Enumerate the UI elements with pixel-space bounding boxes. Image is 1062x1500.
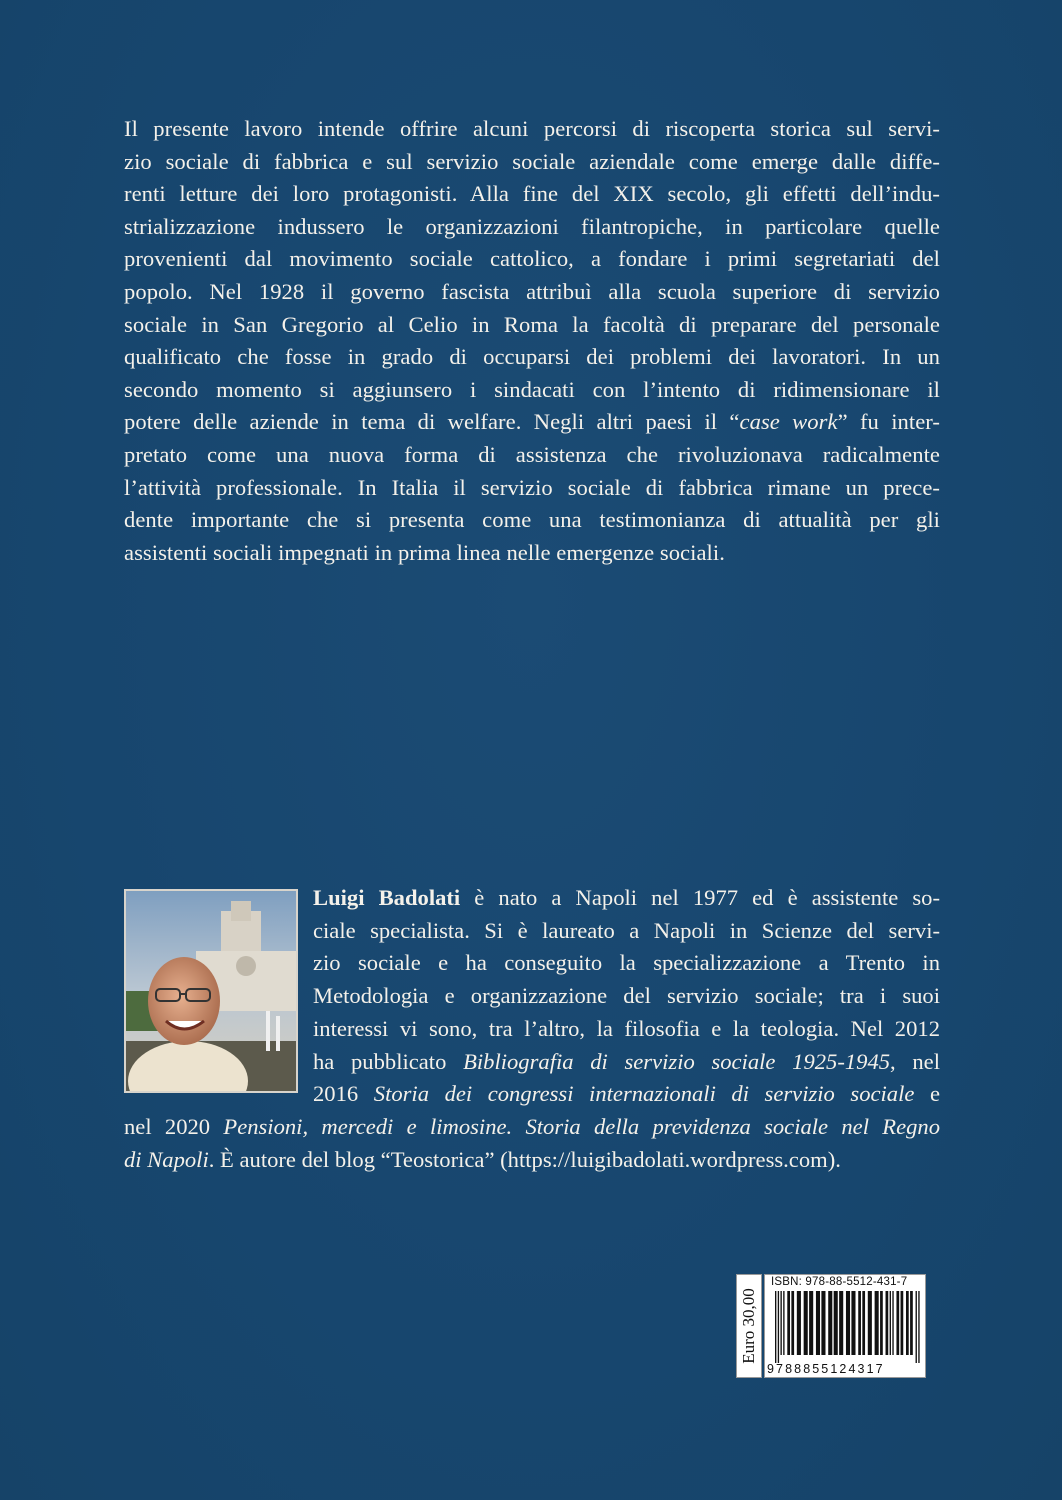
barcode-bar	[828, 1291, 832, 1355]
barcode-bar	[906, 1291, 909, 1355]
barcode-bar	[821, 1291, 825, 1355]
bio-line	[124, 1078, 940, 1111]
book-title: Bibliografia di servizio sociale 1925-1945	[463, 1048, 891, 1074]
bio-line-part: , nel	[890, 1048, 940, 1074]
barcode-guard-bar	[916, 1291, 917, 1363]
bio-line: ciale specialista. Si è laureato a Napoli in Scienze del servi-	[313, 917, 940, 943]
blurb-line: popolo. Nel 1928 il governo fascista attribuì alla scuola superiore di servizio	[124, 278, 940, 304]
bio-line-part: 2016	[313, 1081, 374, 1107]
barcode-bar	[896, 1291, 899, 1355]
price-label	[736, 1274, 762, 1378]
barcode-guard-bar	[778, 1291, 779, 1363]
author-name: Luigi Badolati	[313, 885, 461, 910]
barcode-bar	[783, 1291, 784, 1355]
blurb-line: qualificato che fosse in grado di occuparsi dei problemi dei lavoratori. In un	[124, 344, 940, 370]
barcode-guard-bar	[918, 1291, 919, 1363]
barcode-bars	[775, 1291, 921, 1363]
blurb-line: secondo momento si aggiunsero i sindacati con l’intento di ridimensionare il	[124, 376, 940, 402]
barcode-bar	[791, 1291, 794, 1355]
barcode-bar	[809, 1291, 813, 1355]
barcode-bar	[787, 1291, 790, 1355]
barcode-bar	[892, 1291, 893, 1355]
barcode-bar	[846, 1291, 850, 1355]
bio-line-part: ha pubblicato	[313, 1048, 464, 1074]
barcode-bar	[851, 1291, 855, 1355]
bio-line-part: . È autore del blog “Teostorica” (https://luigibadolati.wordpress.com).	[208, 1146, 841, 1172]
barcode-bar	[868, 1291, 872, 1355]
blurb-italic-term: case work	[739, 409, 838, 435]
barcode-bar	[886, 1291, 889, 1355]
blurb-line: Il presente lavoro intende offrire alcuni percorsi di riscoperta storica sul servi-	[124, 116, 940, 141]
bio-line: interessi vi sono, tra l’altro, la filosofia e la teologia. Nel 2012	[313, 1015, 940, 1041]
ean-digits: 9788855124317	[767, 1362, 885, 1376]
barcode-guard-bar	[775, 1291, 776, 1363]
barcode-bar	[890, 1291, 891, 1355]
book-title: di Napoli	[124, 1146, 209, 1172]
bio-line: Metodologia e organizzazione del servizio sociale; tra i suoi	[313, 983, 940, 1009]
barcode-bar	[910, 1291, 913, 1355]
barcode-bar	[858, 1291, 861, 1355]
barcode-bar	[880, 1291, 883, 1355]
barcode-bar	[901, 1291, 904, 1355]
barcode-bar	[816, 1291, 820, 1355]
blurb-line-part: ” fu inter-	[837, 409, 940, 435]
bio-line	[124, 1046, 940, 1079]
barcode-bar	[804, 1291, 808, 1355]
barcode-bar	[875, 1291, 879, 1355]
bio-line-part: è nato a Napoli nel 1977 ed è assistente so-	[460, 885, 941, 910]
bio-line	[124, 1111, 940, 1144]
blurb-line: renti letture dei loro protagonisti. Alla fine del XIX secolo, gli effetti dell’indu-	[124, 181, 940, 207]
barcode-bar	[834, 1291, 838, 1355]
blurb-line: l’attività professionale. In Italia il servizio sociale di fabbrica rimane un prece-	[124, 474, 940, 500]
book-title: Storia dei congressi internazionali di servizio sociale	[373, 1081, 915, 1107]
blurb-line: strializzazione indussero le organizzazioni filantropiche, in particolare quelle	[124, 213, 940, 239]
bio-line-part: e	[914, 1081, 940, 1107]
book-title: Pensioni, mercedi e limosine. Storia della previdenza sociale nel Regno	[223, 1113, 940, 1139]
barcode-bar	[780, 1291, 781, 1355]
isbn-text: ISBN: 978-88-5512-431-7	[771, 1276, 908, 1288]
barcode-bar	[862, 1291, 865, 1355]
blurb-line: dente importante che si presenta come una testimonianza di attualità per gli	[124, 507, 940, 533]
blurb-line: pretato come una nuova forma di assistenza che rivoluzionava radicalmente	[124, 441, 940, 467]
isbn-barcode	[764, 1274, 926, 1378]
blurb-line: assistenti sociali impegnati in prima linea nelle emergenze sociali.	[124, 539, 725, 565]
blurb-text	[124, 113, 940, 569]
blurb-line-part: potere delle aziende in tema di welfare. Negli altri paesi il “	[124, 409, 740, 435]
blurb-line: provenienti dal movimento sociale cattolico, a fondare i primi segretariati del	[124, 246, 940, 272]
bio-line	[124, 882, 940, 915]
barcode-bar	[839, 1291, 843, 1355]
blurb-line: zio sociale di fabbrica e sul servizio sociale aziendale come emerge dalle diffe-	[124, 148, 940, 174]
bio-line	[124, 1144, 940, 1177]
blurb-line	[124, 406, 940, 439]
bio-line-part: nel 2020	[124, 1113, 224, 1139]
author-bio	[124, 882, 940, 1176]
barcode-bar	[797, 1291, 801, 1355]
price-text: Euro 30,00	[739, 1288, 758, 1364]
blurb-line: sociale in San Gregorio al Celio in Roma la facoltà di preparare del personale	[124, 311, 940, 337]
bio-line: zio sociale e ha conseguito la specializzazione a Trento in	[313, 950, 940, 976]
